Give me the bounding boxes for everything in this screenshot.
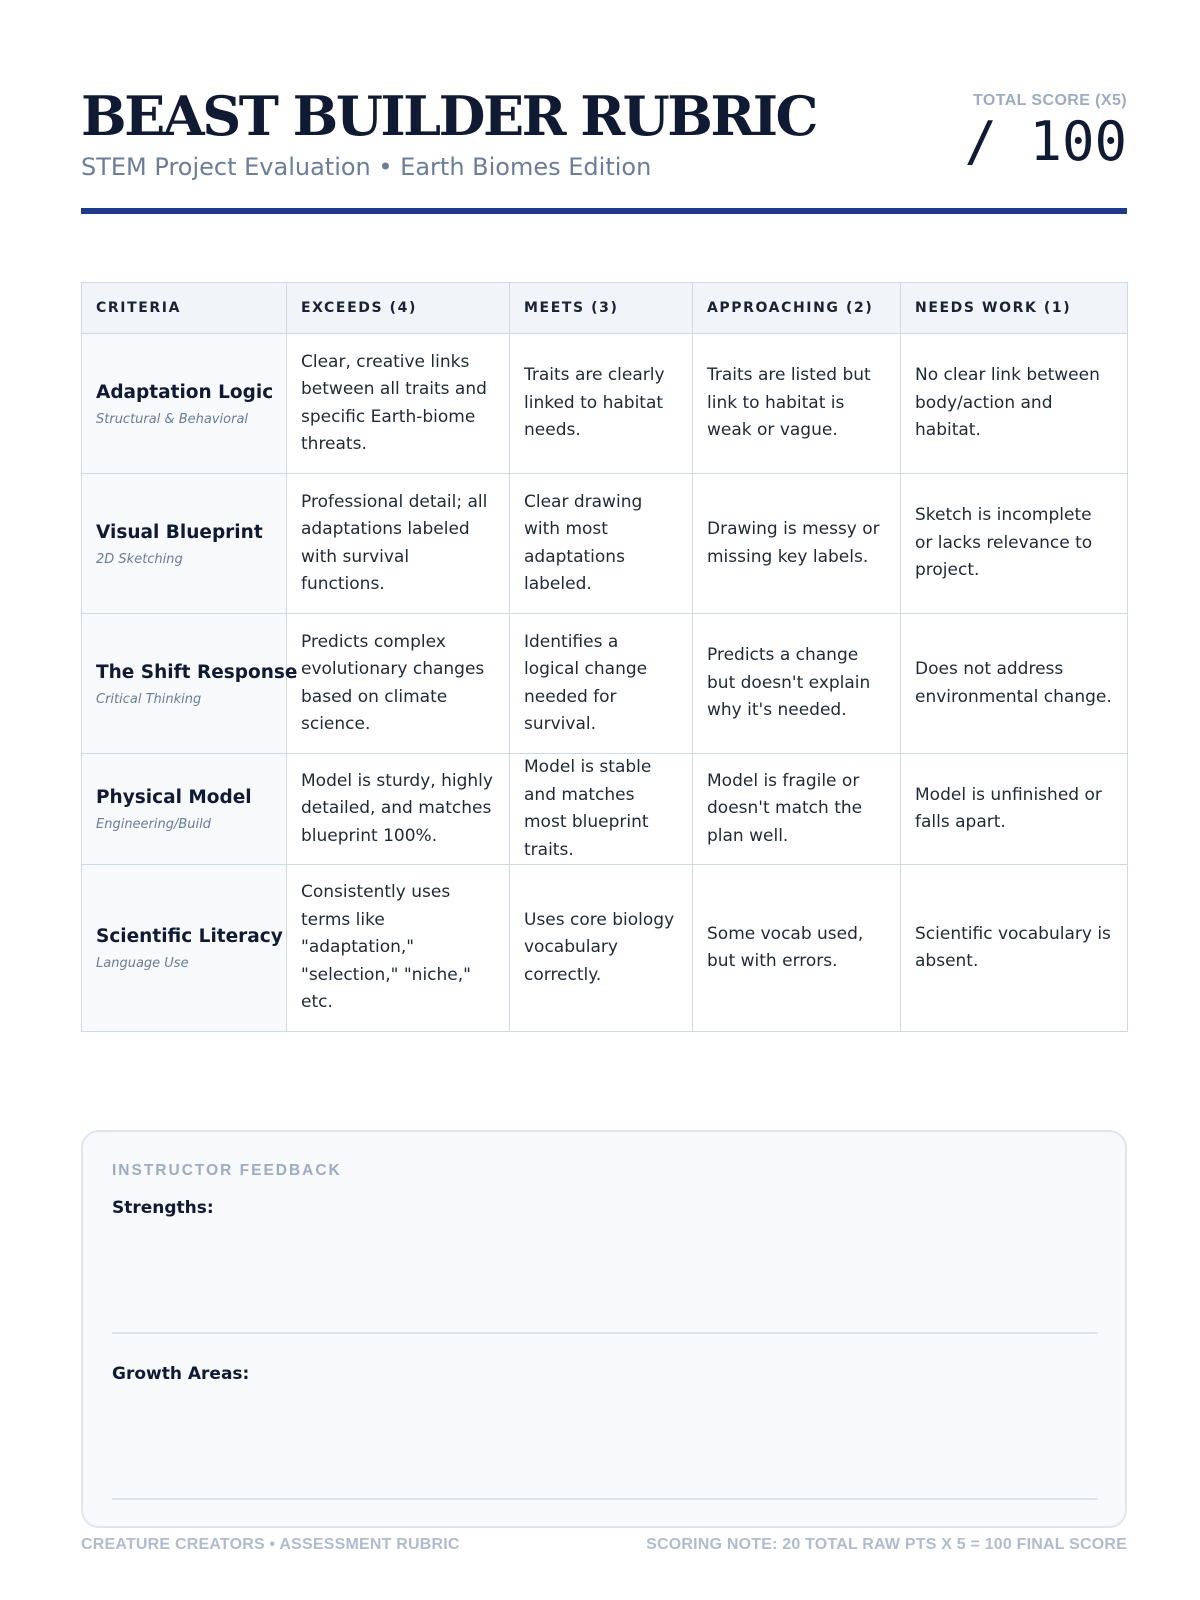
exceeds-cell: Professional detail; all adaptations labeled with survival functions. bbox=[287, 474, 510, 614]
page-title: BEAST BUILDER RUBRIC bbox=[81, 84, 817, 148]
approaching-cell: Traits are listed but link to habitat is weak or vague. bbox=[693, 334, 901, 474]
criterion-name: The Shift Response bbox=[96, 661, 298, 683]
criterion-cell bbox=[82, 865, 287, 1032]
criterion-name: Scientific Literacy bbox=[96, 926, 283, 947]
criterion-name: Adaptation Logic bbox=[96, 381, 274, 403]
approaching-cell: Drawing is messy or missing key labels. bbox=[693, 474, 901, 614]
criterion-name: Visual Blueprint bbox=[96, 521, 263, 543]
header-divider bbox=[81, 208, 1127, 214]
column-header-approaching: APPROACHING (2) bbox=[693, 283, 901, 334]
approaching-cell: Some vocab used, but with errors. bbox=[693, 865, 901, 1032]
needs-work-cell: Sketch is incomplete or lacks relevance to project. bbox=[901, 474, 1128, 614]
criterion-subtitle: Critical Thinking bbox=[96, 691, 202, 707]
footer-left-text: CREATURE CREATORS • ASSESSMENT RUBRIC bbox=[81, 1536, 460, 1553]
needs-work-cell: Model is unfinished or falls apart. bbox=[901, 754, 1128, 865]
exceeds-cell: Clear, creative links between all traits and specific Earth-biome threats. bbox=[287, 334, 510, 474]
approaching-cell: Predicts a change but doesn't explain why it's needed. bbox=[693, 614, 901, 754]
table-row bbox=[82, 474, 1128, 614]
approaching-cell: Model is fragile or doesn't match the plan well. bbox=[693, 754, 901, 865]
footer-scoring-note: SCORING NOTE: 20 TOTAL RAW PTS X 5 = 100 FINAL SCORE bbox=[646, 1536, 1127, 1553]
feedback-heading: INSTRUCTOR FEEDBACK bbox=[112, 1162, 342, 1179]
strengths-writing-line bbox=[112, 1332, 1098, 1334]
table-header-row bbox=[82, 283, 1128, 334]
page-subtitle: STEM Project Evaluation • Earth Biomes Edition bbox=[81, 153, 652, 181]
exceeds-cell: Predicts complex evolutionary changes based on climate science. bbox=[287, 614, 510, 754]
criterion-cell bbox=[82, 474, 287, 614]
criterion-name: Physical Model bbox=[96, 787, 252, 808]
page-header bbox=[81, 82, 1127, 216]
meets-cell: Clear drawing with most adaptations labeled. bbox=[510, 474, 693, 614]
needs-work-cell: Does not address environmental change. bbox=[901, 614, 1128, 754]
needs-work-cell: Scientific vocabulary is absent. bbox=[901, 865, 1128, 1032]
criterion-subtitle: Language Use bbox=[96, 956, 189, 971]
table-row bbox=[82, 865, 1128, 1032]
column-header-criteria: CRITERIA bbox=[82, 283, 287, 334]
strengths-label: Strengths: bbox=[112, 1198, 214, 1218]
column-header-needs-work: NEEDS WORK (1) bbox=[901, 283, 1128, 334]
column-header-meets: MEETS (3) bbox=[510, 283, 693, 334]
criterion-subtitle: 2D Sketching bbox=[96, 551, 183, 567]
total-score-label: TOTAL SCORE (X5) bbox=[973, 92, 1127, 109]
rubric-table bbox=[81, 282, 1128, 1032]
table-row bbox=[82, 754, 1128, 865]
criterion-subtitle: Structural & Behavioral bbox=[96, 411, 249, 427]
table-row bbox=[82, 334, 1128, 474]
meets-cell: Uses core biology vocabulary correctly. bbox=[510, 865, 693, 1032]
meets-cell: Model is stable and matches most blueprint traits. bbox=[510, 754, 693, 865]
column-header-exceeds: EXCEEDS (4) bbox=[287, 283, 510, 334]
criterion-cell bbox=[82, 334, 287, 474]
total-score-value: / 100 bbox=[964, 110, 1127, 173]
criterion-cell bbox=[82, 754, 287, 865]
growth-areas-label: Growth Areas: bbox=[112, 1364, 250, 1384]
needs-work-cell: No clear link between body/action and habitat. bbox=[901, 334, 1128, 474]
meets-cell: Traits are clearly linked to habitat needs. bbox=[510, 334, 693, 474]
exceeds-cell: Model is sturdy, highly detailed, and matches blueprint 100%. bbox=[287, 754, 510, 865]
growth-areas-writing-line bbox=[112, 1498, 1098, 1500]
criterion-cell bbox=[82, 614, 298, 754]
table-row bbox=[82, 614, 1128, 754]
meets-cell: Identifies a logical change needed for survival. bbox=[510, 614, 693, 754]
criterion-subtitle: Engineering/Build bbox=[96, 817, 212, 832]
exceeds-cell: Consistently uses terms like "adaptation," "selection," "niche," etc. bbox=[287, 865, 510, 1032]
instructor-feedback-box bbox=[81, 1130, 1127, 1528]
